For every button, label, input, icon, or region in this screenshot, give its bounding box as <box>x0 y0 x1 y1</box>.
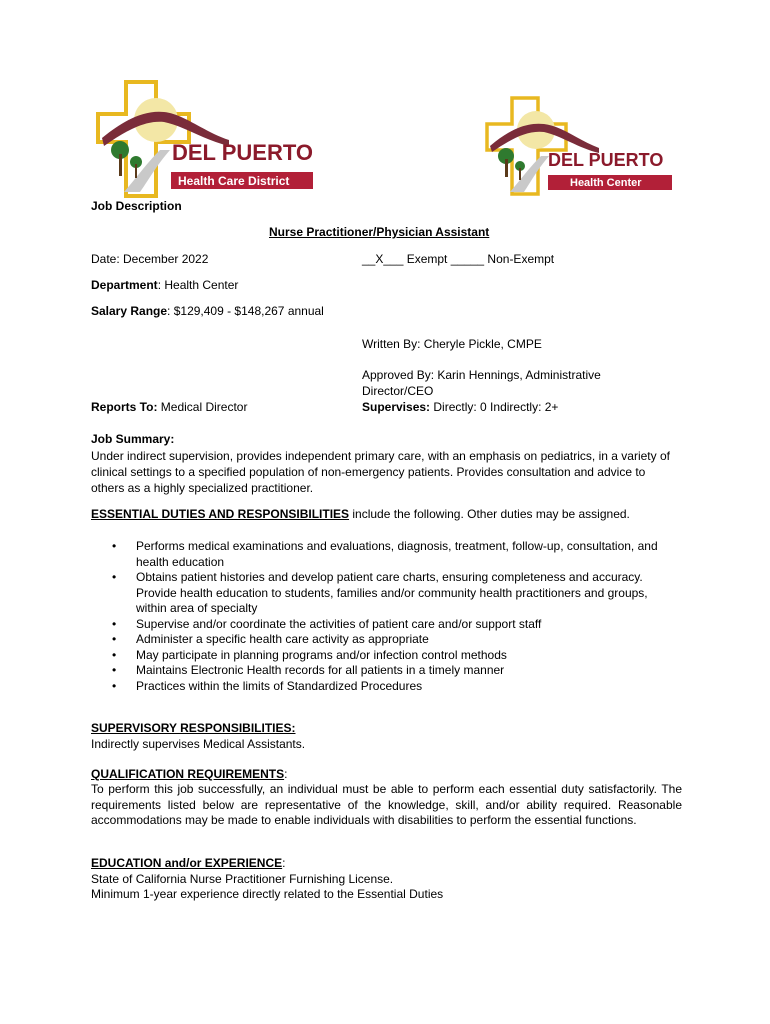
logo-del-puerto-health-care-district <box>94 80 319 198</box>
bullet: • <box>112 616 117 631</box>
doc-heading: Job Description <box>91 199 182 213</box>
duty-text: Practices within the limits of Standardized Procedures <box>136 678 423 693</box>
bullet: • <box>112 632 117 646</box>
qual-heading-line <box>91 767 287 783</box>
supervises-value: Directly: 0 Indirectly: 2+ <box>430 400 559 414</box>
bullet: • <box>112 678 117 693</box>
list-item <box>112 617 672 633</box>
right-logo-name: DEL PUERTO <box>548 150 664 170</box>
qual-colon: : <box>284 767 288 781</box>
duties-heading: ESSENTIAL DUTIES AND RESPONSIBILITIES <box>91 507 350 521</box>
duties-intro-text: include the following. Other duties may be assigned. <box>349 507 630 521</box>
date-field: Date: December 2022 <box>91 252 209 266</box>
bullet: • <box>112 539 117 553</box>
exempt-status: __X___ Exempt _____ Non-Exempt <box>362 252 555 266</box>
list-item <box>112 570 672 617</box>
duty-text: Administer a specific health care activity as appropriate <box>136 632 429 646</box>
department-label: Department <box>91 278 158 292</box>
list-item <box>112 663 672 679</box>
list-item <box>112 648 672 664</box>
job-title: Nurse Practitioner/Physician Assistant <box>269 225 490 239</box>
duty-text: Supervise and/or coordinate the activities of patient care and/or support staff <box>136 616 542 631</box>
bullet: • <box>112 663 117 677</box>
edu-line-2: Minimum 1-year experience directly related to the Essential Duties <box>91 887 444 901</box>
edu-line-1: State of California Nurse Practitioner Furnishing License. <box>91 872 394 886</box>
reports-to-label: Reports To: <box>91 400 158 414</box>
list-item <box>112 679 672 695</box>
supervises-field <box>362 400 558 416</box>
duties-list <box>112 539 672 694</box>
salary-value: : $129,409 - $148,267 annual <box>167 304 324 318</box>
department-value: : Health Center <box>157 278 239 292</box>
summary-line-3: others as a highly specialized practitioner. <box>91 481 314 495</box>
duty-text: Obtains patient histories and develop patient care charts, ensuring completeness and accuracy. Provide health education to students, families and/or community health practitioners and groups, within area of specialty <box>136 570 648 615</box>
list-item <box>112 632 672 648</box>
duty-text: Maintains Electronic Health records for all patients in a timely manner <box>136 663 505 677</box>
reports-to-value: Medical Director <box>157 400 248 414</box>
edu-heading-line <box>91 856 285 872</box>
salary-label: Salary Range <box>91 304 168 318</box>
summary-line-1: Under indirect supervision, provides independent primary care, with an emphasis on pediatrics, in a variety of <box>91 449 670 463</box>
duty-text: Performs medical examinations and evaluations, diagnosis, treatment, follow-up, consultation, and health education <box>136 539 658 569</box>
list-item <box>112 539 672 570</box>
duties-intro <box>91 507 630 523</box>
supervisory-heading: SUPERVISORY RESPONSIBILITIES: <box>91 721 296 735</box>
left-logo-sub: Health Care District <box>178 174 290 188</box>
summary-heading: Job Summary: <box>91 432 175 446</box>
summary-line-2: clinical settings to a specified population of non-emergency patients. Provides consultation and advice to <box>91 465 646 479</box>
approved-by-line2: Director/CEO <box>362 384 434 398</box>
department-field <box>91 278 238 294</box>
bullet: • <box>112 647 117 662</box>
written-by: Written By: Cheryle Pickle, CMPE <box>362 337 542 351</box>
logo-del-puerto-health-center <box>484 96 674 196</box>
right-logo-sub: Health Center <box>570 177 642 189</box>
qual-heading: QUALIFICATION REQUIREMENTS <box>91 767 285 781</box>
edu-colon: : <box>282 856 286 870</box>
salary-field <box>91 304 324 320</box>
reports-to-field <box>91 400 247 416</box>
approved-by-line1: Approved By: Karin Hennings, Administrative <box>362 368 601 382</box>
supervises-label: Supervises: <box>362 400 431 414</box>
supervisory-text: Indirectly supervises Medical Assistants. <box>91 737 306 751</box>
edu-heading: EDUCATION and/or EXPERIENCE <box>91 856 283 870</box>
qual-text: To perform this job successfully, an individual must be able to perform each essential duty satisfactorily. The requirements listed below are representative of the knowledge, skill, and/or ability required. Reasonable accommodations may be made to enable individuals with disabilities to perform the essential functions. <box>91 782 682 827</box>
bullet: • <box>112 570 117 584</box>
left-logo-name: DEL PUERTO <box>172 140 313 165</box>
duty-text: May participate in planning programs and/or infection control methods <box>136 647 507 662</box>
